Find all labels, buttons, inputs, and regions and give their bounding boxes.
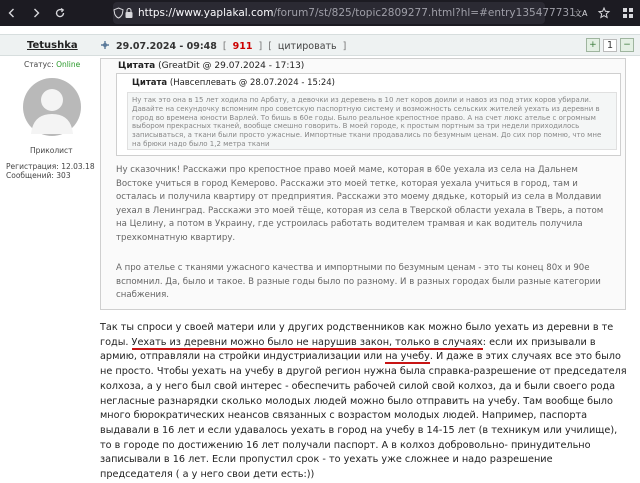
- cite-button[interactable]: цитировать: [277, 41, 337, 52]
- registration-date: Регистрация: 12.03.18: [6, 162, 95, 171]
- post-meta: [100, 40, 346, 53]
- toolbar-right: [568, 0, 640, 26]
- star-icon[interactable]: [592, 0, 616, 26]
- inner-quote-header: [132, 78, 335, 88]
- user-status: [24, 60, 80, 69]
- url-path: /forum7/st/825/topic2809277.html?hl=#entry135477731: [273, 7, 576, 19]
- reply-line-1: Так ты спроси у своей матери или у других родственников как можно было уехать из деревни в те годы.: [100, 322, 614, 348]
- username-link[interactable]: Tetushka: [27, 40, 78, 51]
- bracket-open-cite: [: [268, 41, 272, 52]
- translate-icon[interactable]: [568, 0, 592, 26]
- inner-quote-body: Ну так это она в 15 лет ходила по Арбату, а девочки из деревень в 10 лет коров доили и навоз из под этих коров убирали. Давайте на секундочку вспомним про советскую паспортную систему и возможность сельских жителей уехать из деревни в город во времена юности Варлей. То бишь в 60е годы. Было реальное крепостное право. А на счет люкс ателье с огромным выбором прекрасных тканей, вообще смешно говорить. В моей городе, к простым портным за три недели приходилось записываться, а ткани были просто ужасные. Импортные ткани продавались по безумным ценам. До сих пор помню, что мне на брюки надо было 1,2 метра ткани: [127, 92, 617, 150]
- message-count: Сообщений: 303: [6, 171, 71, 180]
- post-body: [100, 321, 628, 483]
- extensions-icon[interactable]: [616, 0, 640, 26]
- rating-value: 1: [603, 39, 617, 52]
- outer-quote-meta: (GreatDit @ 29.07.2024 - 17:13): [158, 61, 305, 71]
- underlined-phrase-1: Уехать из деревни можно было не нарушив закон, только в случаях: [131, 336, 483, 348]
- shield-icon[interactable]: [113, 2, 124, 24]
- svg-text:文A: 文A: [573, 9, 587, 18]
- bracket-close-cite: ]: [342, 41, 347, 52]
- outer-quote-paragraph-1: Ну сказочник! Расскажи про крепостное право моей маме, которая в 60е уехала из села на Дальнем Востоке учиться в город Кемерово. Расскажи это моей тетке, которая уехала учиться в город, там и осталась и получила квартиру от предприятия. Расскажи это моему дядьке, который из села в Молдавии уехал в Ленинград. Расскажи это моей тёще, которая из села в Тверской области уехала в Тверь, а потом на Целину, а потом в Украину, где устроилась работать водителем трамвая и как водитель получила трехкомнатную квартиру.: [116, 165, 604, 243]
- user-rank: Приколист: [30, 146, 73, 155]
- browser-toolbar: [0, 0, 640, 26]
- rate-minus-button[interactable]: −: [620, 38, 634, 52]
- reload-icon[interactable]: [48, 0, 72, 26]
- reply-rest: . И даже в этих случаях все это было не просто. Чтобы уехать на учебу в другой регион нужна была справка-разрешение от председателя колхоза, а у него был свой интерес - обеспечить рабочей силой свой колхоз, да и были своего рода негласные разнарядки сколько молодых людей можно было отправить на учебу. Там вообще было много бюрократических неансов связанных с возрастом молодых людей. Например, паспорта выдавали в 16 лет и если удавалось уехать в город на учебу в 14-15 лет (в техникум или училище), то в городе по достижению 16 лет получали паспорт. А в колхоз добровольно- принудительно записывали в 16 лет. Если пропустил срок - то уехать уже сложнее и надо разрешение председателя ( а у него свои дети есть:)): [100, 351, 627, 481]
- inner-quote-meta: (Навсеплевать @ 28.07.2024 - 15:24): [169, 78, 335, 88]
- rate-plus-button[interactable]: +: [586, 38, 600, 52]
- outer-quote-paragraph-2: А про ателье с тканями ужасного качества и импортными по безумным ценам - это ты конец 80х и 90е вспомнил. Да, было и такое. В разные годы было по разному. И в разных городах были разные категории снабжения.: [116, 263, 601, 301]
- back-arrow-icon[interactable]: [0, 0, 24, 26]
- bracket-open: [: [222, 41, 227, 52]
- underlined-phrase-2: на учебу: [385, 351, 430, 363]
- lock-icon[interactable]: [124, 2, 134, 24]
- reply-after-1: : если их призывали в армию, отправляли на стройки индустриализации или: [100, 336, 596, 363]
- outer-quote-header: [118, 61, 304, 71]
- user-sidebar: [0, 57, 96, 463]
- post-date: 29.07.2024 - 09:48: [116, 41, 217, 52]
- inner-quote-label: Цитата: [132, 78, 168, 88]
- post-header: [0, 34, 640, 56]
- status-label: Статус:: [24, 60, 54, 69]
- url-host: https://www.yaplakal.com: [138, 7, 274, 19]
- url-field[interactable]: [113, 2, 576, 24]
- avatar[interactable]: [23, 78, 81, 136]
- forward-arrow-icon[interactable]: [24, 0, 48, 26]
- outer-quote-label: Цитата: [118, 61, 156, 71]
- post-number[interactable]: 911: [232, 41, 253, 52]
- status-value: Online: [56, 60, 81, 69]
- post-link-icon[interactable]: [100, 40, 110, 53]
- url-text: [138, 7, 576, 19]
- post-rating: [586, 38, 634, 52]
- bracket-close: ]: [258, 41, 263, 52]
